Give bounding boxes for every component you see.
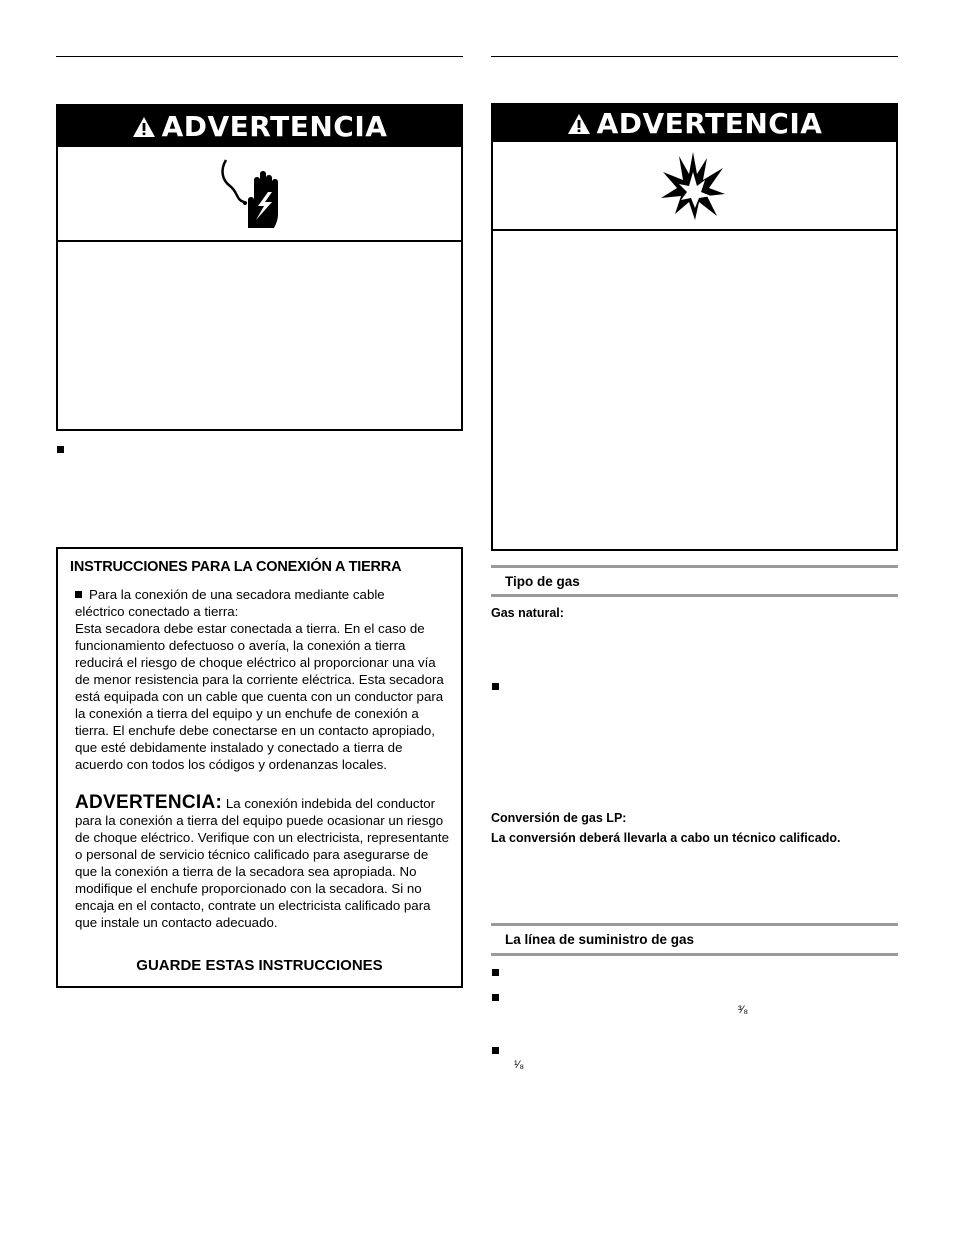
electrical-warning-box	[56, 104, 463, 431]
grounding-instructions-box	[56, 547, 463, 988]
electrical-shock-hand-icon	[218, 156, 290, 234]
grounding-bullet	[75, 586, 415, 620]
grounding-warning-label: ADVERTENCIA:	[75, 792, 223, 813]
supply-line-heading: La línea de suministro de gas	[505, 932, 695, 947]
warning-header	[58, 106, 461, 147]
section-bottom-bar	[491, 594, 898, 597]
top-rule-left	[56, 56, 463, 57]
fraction-three-eighths: ³⁄₈	[738, 1004, 749, 1016]
section-top-bar	[491, 923, 898, 926]
natural-gas-label: Gas natural:	[491, 606, 564, 620]
gas-type-heading: Tipo de gas	[505, 574, 580, 589]
section-bottom-bar	[491, 953, 898, 956]
warning-triangle-icon	[132, 116, 156, 138]
warning-title: ADVERTENCIA	[161, 110, 388, 143]
grounding-warning-text: La conexión indebida del conductor para la conexión a tierra del equipo puede ocasionar un riesgo de choque eléctrico. Verifique con un electricista, representante o personal de servicio técnico calificado para asegurarse de que la conexión a tierra de la secadora sea apropiada. No modifique el enchufe proporcionado con la secadora. Si no encaja en el contacto, contrate un electricista calificado para que instale un contacto adecuado.	[75, 796, 450, 930]
section-top-bar	[491, 565, 898, 568]
warning-separator	[493, 229, 896, 231]
warning-title: ADVERTENCIA	[596, 107, 823, 140]
lp-conversion-note: La conversión deberá llevarla a cabo un técnico calificado.	[491, 831, 841, 845]
square-bullet	[75, 591, 82, 598]
grounding-paragraph: Esta secadora debe estar conectada a tierra. En el caso de funcionamiento defectuoso o avería, la conexión a tierra reducirá el riesgo de choque eléctrico al proporcionar una vía de menor resistencia para la corriente eléctrica. Esta secadora está equipada con un cable que cuenta con un conductor para la conexión a tierra del equipo y un enchufe de conexión a tierra. El enchufe debe conectarse en un contacto apropiado, que esté debidamente instalado y conectado a tierra de acuerdo con todos los códigos y ordenanzas locales.	[75, 621, 444, 772]
warning-header	[493, 105, 896, 142]
grounding-title: INSTRUCCIONES PARA LA CONEXIÓN A TIERRA	[70, 559, 402, 575]
list-bullet	[492, 994, 499, 1001]
fraction-one-eighth: ¹⁄₈	[514, 1059, 525, 1071]
explosion-icon	[659, 150, 727, 222]
lp-conversion-label: Conversión de gas LP:	[491, 811, 627, 825]
grounding-bullet-text: Para la conexión de una secadora mediante cable eléctrico conectado a tierra:	[75, 587, 385, 619]
list-bullet	[492, 683, 499, 690]
warning-triangle-icon	[567, 113, 591, 135]
list-bullet	[492, 969, 499, 976]
list-bullet	[57, 446, 64, 453]
list-bullet	[492, 1047, 499, 1054]
explosion-warning-box	[491, 103, 898, 551]
warning-separator	[58, 240, 461, 242]
grounding-footer: GUARDE ESTAS INSTRUCCIONES	[136, 957, 383, 974]
grounding-warning	[75, 794, 453, 931]
top-rule-right	[491, 56, 898, 57]
